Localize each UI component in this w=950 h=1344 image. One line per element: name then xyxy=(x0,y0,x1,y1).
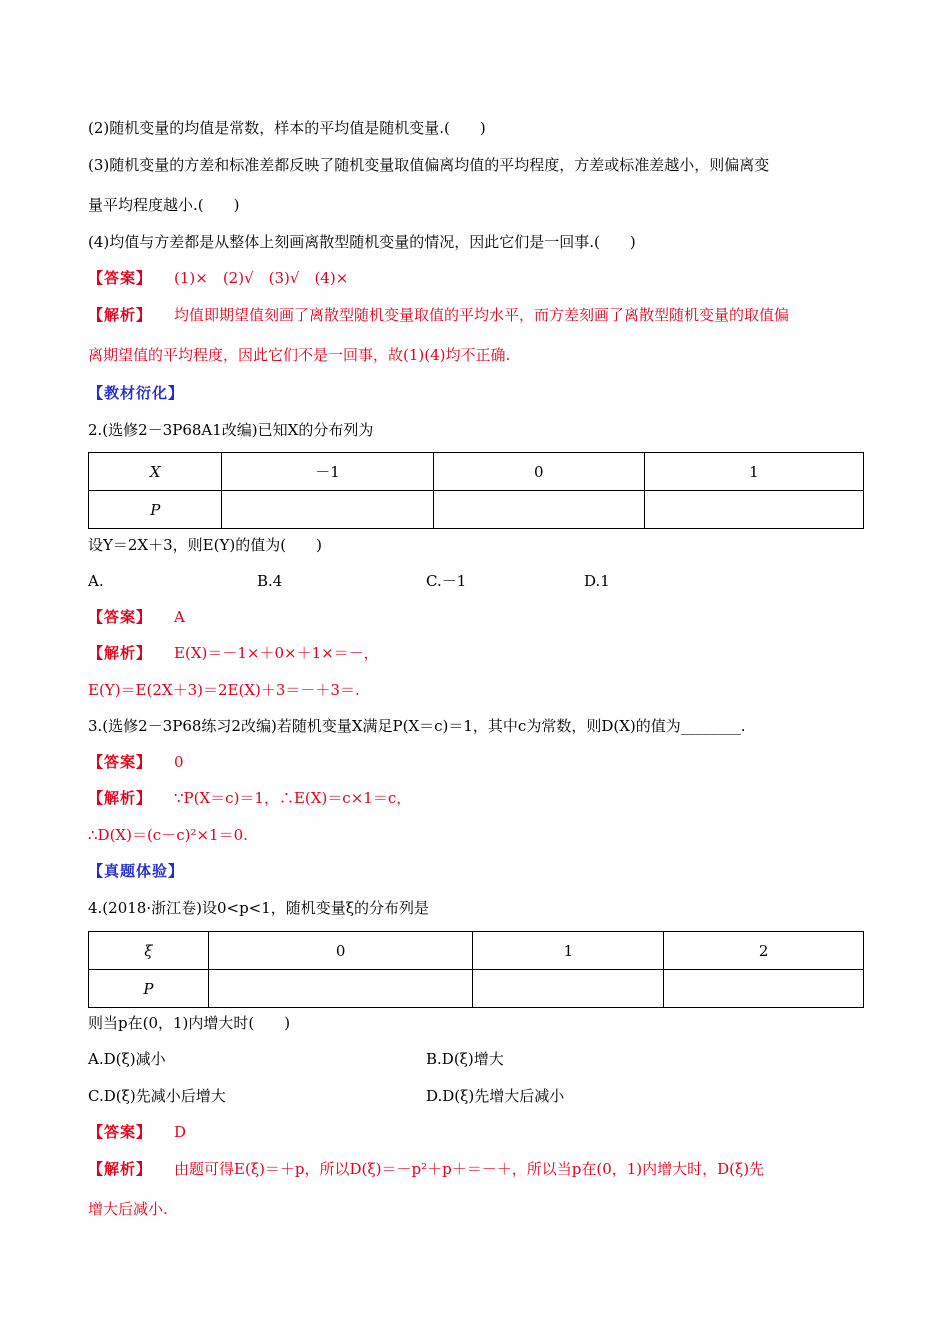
table-cell: X xyxy=(89,453,222,491)
answer-tag: 【答案】 xyxy=(88,269,153,287)
q2-analysis-line2: E(Y)＝E(2X＋3)＝2E(X)＋3＝－＋3＝. xyxy=(88,681,360,699)
answer-tag: 【答案】 xyxy=(88,1123,153,1141)
section-real-exam: 【真题体验】 xyxy=(88,862,185,880)
q1-analysis-line2: 离期望值的平均程度，因此它们不是一回事，故(1)(4)均不正确. xyxy=(88,346,511,364)
q1-analysis-line1 xyxy=(88,305,789,325)
q1-item-2: (2)随机变量的均值是常数，样本的平均值是随机变量.( ) xyxy=(88,119,486,137)
q4-analysis-line2: 增大后减小. xyxy=(88,1200,168,1218)
q4-distribution-table xyxy=(88,931,864,1008)
q4-question: 则当p在(0，1)内增大时( ) xyxy=(88,1014,291,1032)
table-row xyxy=(89,932,864,970)
q2-answer-line xyxy=(88,607,185,627)
analysis-tag: 【解析】 xyxy=(88,789,153,807)
q4-option-d: D.D(ξ)先增大后减小 xyxy=(426,1087,565,1105)
table-cell: 1 xyxy=(473,932,664,970)
q4-option-b: B.D(ξ)增大 xyxy=(426,1050,504,1068)
section-textbook-derivation: 【教材衍化】 xyxy=(88,384,185,402)
q1-answer-line xyxy=(88,268,348,288)
q1-item-4: (4)均值与方差都是从整体上刻画离散型随机变量的情况，因此它们是一回事.( ) xyxy=(88,233,636,251)
q4-answer-line xyxy=(88,1122,186,1142)
q3-analysis-line2: ∴D(X)＝(c－c)²×1＝0. xyxy=(88,826,248,844)
table-cell xyxy=(664,970,864,1008)
table-cell: 0 xyxy=(208,932,473,970)
q1-answer: (1)× (2)√ (3)√ (4)× xyxy=(174,269,349,287)
table-row xyxy=(89,970,864,1008)
table-cell xyxy=(644,491,863,529)
q1-item-3-line1: (3)随机变量的方差和标准差都反映了随机变量取值偏离均值的平均程度，方差或标准差越小，则偏离变 xyxy=(88,156,770,174)
table-cell: P xyxy=(89,970,209,1008)
q2-option-c: C.－1 xyxy=(426,572,467,590)
table-cell xyxy=(208,970,473,1008)
q3-stem: 3.(选修2－3P68练习2改编)若随机变量X满足P(X＝c)＝1，其中c为常数，则D(X)的值为________. xyxy=(88,717,746,735)
q2-analysis-line1 xyxy=(88,643,379,663)
table-cell: P xyxy=(89,491,222,529)
table-cell: －1 xyxy=(222,453,433,491)
q4-answer: D xyxy=(174,1123,187,1141)
q2-option-d: D.1 xyxy=(584,572,610,590)
table-cell xyxy=(222,491,433,529)
q3-analysis-line1 xyxy=(88,788,411,808)
q4-analysis-line1 xyxy=(88,1159,764,1179)
q4-analysis-text1: 由题可得E(ξ)＝＋p，所以D(ξ)＝－p²＋p＋＝－＋，所以当p在(0，1)内增大时，D(ξ)先 xyxy=(174,1160,765,1178)
table-cell: ξ xyxy=(89,932,209,970)
answer-tag: 【答案】 xyxy=(88,753,153,771)
q3-analysis-text1: ∵P(X＝c)＝1，∴E(X)＝c×1＝c， xyxy=(174,789,412,807)
q2-analysis-text1: E(X)＝－1×＋0×＋1×＝－， xyxy=(174,644,379,662)
analysis-tag: 【解析】 xyxy=(88,306,153,324)
q4-option-c: C.D(ξ)先减小后增大 xyxy=(88,1087,226,1105)
q3-answer: 0 xyxy=(174,753,184,771)
q3-answer-line xyxy=(88,752,184,772)
q4-stem: 4.(2018·浙江卷)设0<p<1，随机变量ξ的分布列是 xyxy=(88,899,430,917)
q1-item-3-line2: 量平均程度越小.( ) xyxy=(88,196,240,214)
analysis-tag: 【解析】 xyxy=(88,1160,153,1178)
table-cell xyxy=(433,491,644,529)
table-row xyxy=(89,491,864,529)
q1-analysis-text1: 均值即期望值刻画了离散型随机变量取值的平均水平，而方差刻画了离散型随机变量的取值偏 xyxy=(174,306,790,324)
q4-option-a: A.D(ξ)减小 xyxy=(88,1050,166,1068)
q2-answer: A xyxy=(174,608,185,626)
q2-question: 设Y＝2X＋3，则E(Y)的值为( ) xyxy=(88,536,322,554)
q2-option-a: A. xyxy=(88,572,104,590)
table-cell: 0 xyxy=(433,453,644,491)
table-cell xyxy=(473,970,664,1008)
q2-stem: 2.(选修2－3P68A1改编)已知X的分布列为 xyxy=(88,421,374,439)
table-cell: 2 xyxy=(664,932,864,970)
answer-tag: 【答案】 xyxy=(88,608,153,626)
table-row xyxy=(89,453,864,491)
q2-option-b: B.4 xyxy=(257,572,283,590)
q2-distribution-table xyxy=(88,452,864,529)
analysis-tag: 【解析】 xyxy=(88,644,153,662)
table-cell: 1 xyxy=(644,453,863,491)
